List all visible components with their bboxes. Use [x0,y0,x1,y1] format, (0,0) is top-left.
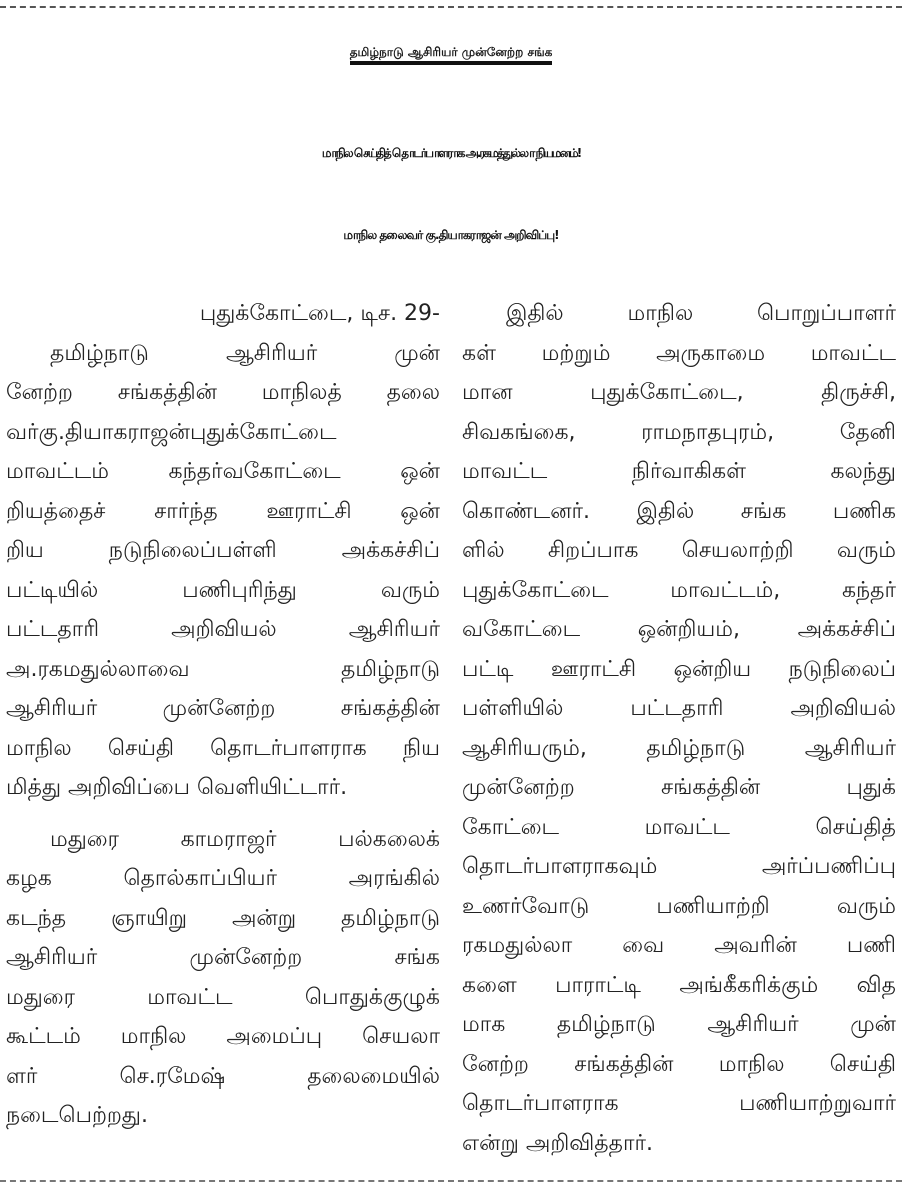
text-line: மாக தமிழ்நாடு ஆசிரியர் முன் [462,1012,896,1037]
text-line: றியத்தைச் சார்ந்த ஊராட்சி ஒன் [6,498,440,524]
text-line: கடந்த ஞாயிறு அன்று தமிழ்நாடு [6,905,440,931]
text-line: ஆசிரியரும், தமிழ்நாடு ஆசிரியர் [462,735,896,761]
top-dashed-rule [0,6,902,8]
text-line: மதுரை காமராஜர் பல்கலைக் [50,826,440,852]
bottom-dashed-rule [0,1180,902,1182]
text-line: களை பாராட்டி அங்கீகரிக்கும் வித [462,972,896,998]
text-line: தொடர்பாளராகவும் அர்ப்பணிப்பு [462,854,896,879]
text-line: பள்ளியில் பட்டதாரி அறிவியல் [462,696,896,721]
text-line: மதுரை மாவட்ட பொதுக்குழுக் [6,984,440,1010]
text-line: உணர்வோடு பணியாற்றி வரும் [462,893,896,919]
text-line: கூட்டம் மாநில அமைப்பு செயலா [6,1024,440,1049]
dateline: புதுக்கோட்டை, டிச. 29- [199,301,440,326]
text-line: முன்னேற்ற சங்கத்தின் புதுக் [462,775,896,800]
text-line: கள் மற்றும் அருகாமை மாவட்ட [462,340,896,366]
text-line: னேற்ற சங்கத்தின் மாநிலத் தலை [6,380,440,405]
text-line: என்று அறிவித்தார். [462,1130,653,1156]
text-line: கோட்டை மாவட்ட செய்தித் [462,814,896,840]
text-line: மான புதுக்கோட்டை, திருச்சி, [462,380,896,405]
text-line: றிய நடுநிலைப்பள்ளி அக்கச்சிப் [6,538,440,563]
text-line: ஆசிரியர் முன்னேற்ற சங்கத்தின் [6,696,440,721]
text-line: தொடர்பாளராக பணியாற்றுவார் [462,1091,896,1116]
text-line: இதில் மாநில பொறுப்பாளர் [506,301,896,326]
article-column-right [462,294,896,1163]
headline-main: மாநில செய்தித் தொடர்பாளராக அ.ரகமத்துல்லா நியமனம்! [321,146,581,160]
text-line: மாவட்ட நிர்வாகிகள் கலந்து [462,459,896,484]
text-line: மாநில செய்தி தொடர்பாளராக நிய [6,735,440,761]
article-column-left [6,294,440,1136]
text-line: கழக தொல்காப்பியர் அரங்கில் [6,866,440,891]
kicker-heading [0,22,902,82]
text-line: மாவட்டம் கந்தர்வகோட்டை ஒன் [6,459,440,484]
text-line: தமிழ்நாடு ஆசிரியர் முன் [50,340,440,366]
text-line: சிவகங்கை, ராமநாதபுரம், தேனி [462,419,896,445]
text-line: புதுக்கோட்டை மாவட்டம், கந்தர் [462,577,896,603]
text-line: வகோட்டை ஒன்றியம், அக்கச்சிப் [462,617,896,642]
text-line: பட்டதாரி அறிவியல் ஆசிரியர் [6,617,440,642]
text-line: வர்கு.தியாகராஜன்புதுக்கோட்டை [6,419,337,445]
text-line: ளில் சிறப்பாக செயலாற்றி வரும் [462,538,896,563]
text-line: மித்து அறிவிப்பை வெளியிட்டார். [6,775,348,800]
text-line: நடைபெற்றது. [6,1103,148,1128]
headline-sub: மாநில தலைவர் கு.தியாகராஜன் அறிவிப்பு! [343,228,559,242]
text-line: ஆசிரியர் முன்னேற்ற சங்க [6,945,440,970]
kicker-text: தமிழ்நாடு ஆசிரியர் முன்னேற்ற சங்க [350,45,553,65]
text-line: கொண்டனர். இதில் சங்க பணிக [462,498,896,524]
text-line: பட்டி ஊராட்சி ஒன்றிய நடுநிலைப் [462,656,896,682]
text-line: ரகமதுல்லா வை அவரின் பணி [462,933,896,958]
text-line: பட்டியில் பணிபுரிந்து வரும் [6,577,440,603]
text-line: அ.ரகமதுல்லாவை தமிழ்நாடு [6,656,440,682]
text-line: னேற்ற சங்கத்தின் மாநில செய்தி [462,1051,896,1077]
text-line: ளர் செ.ரமேஷ் தலைமையில் [6,1063,440,1089]
